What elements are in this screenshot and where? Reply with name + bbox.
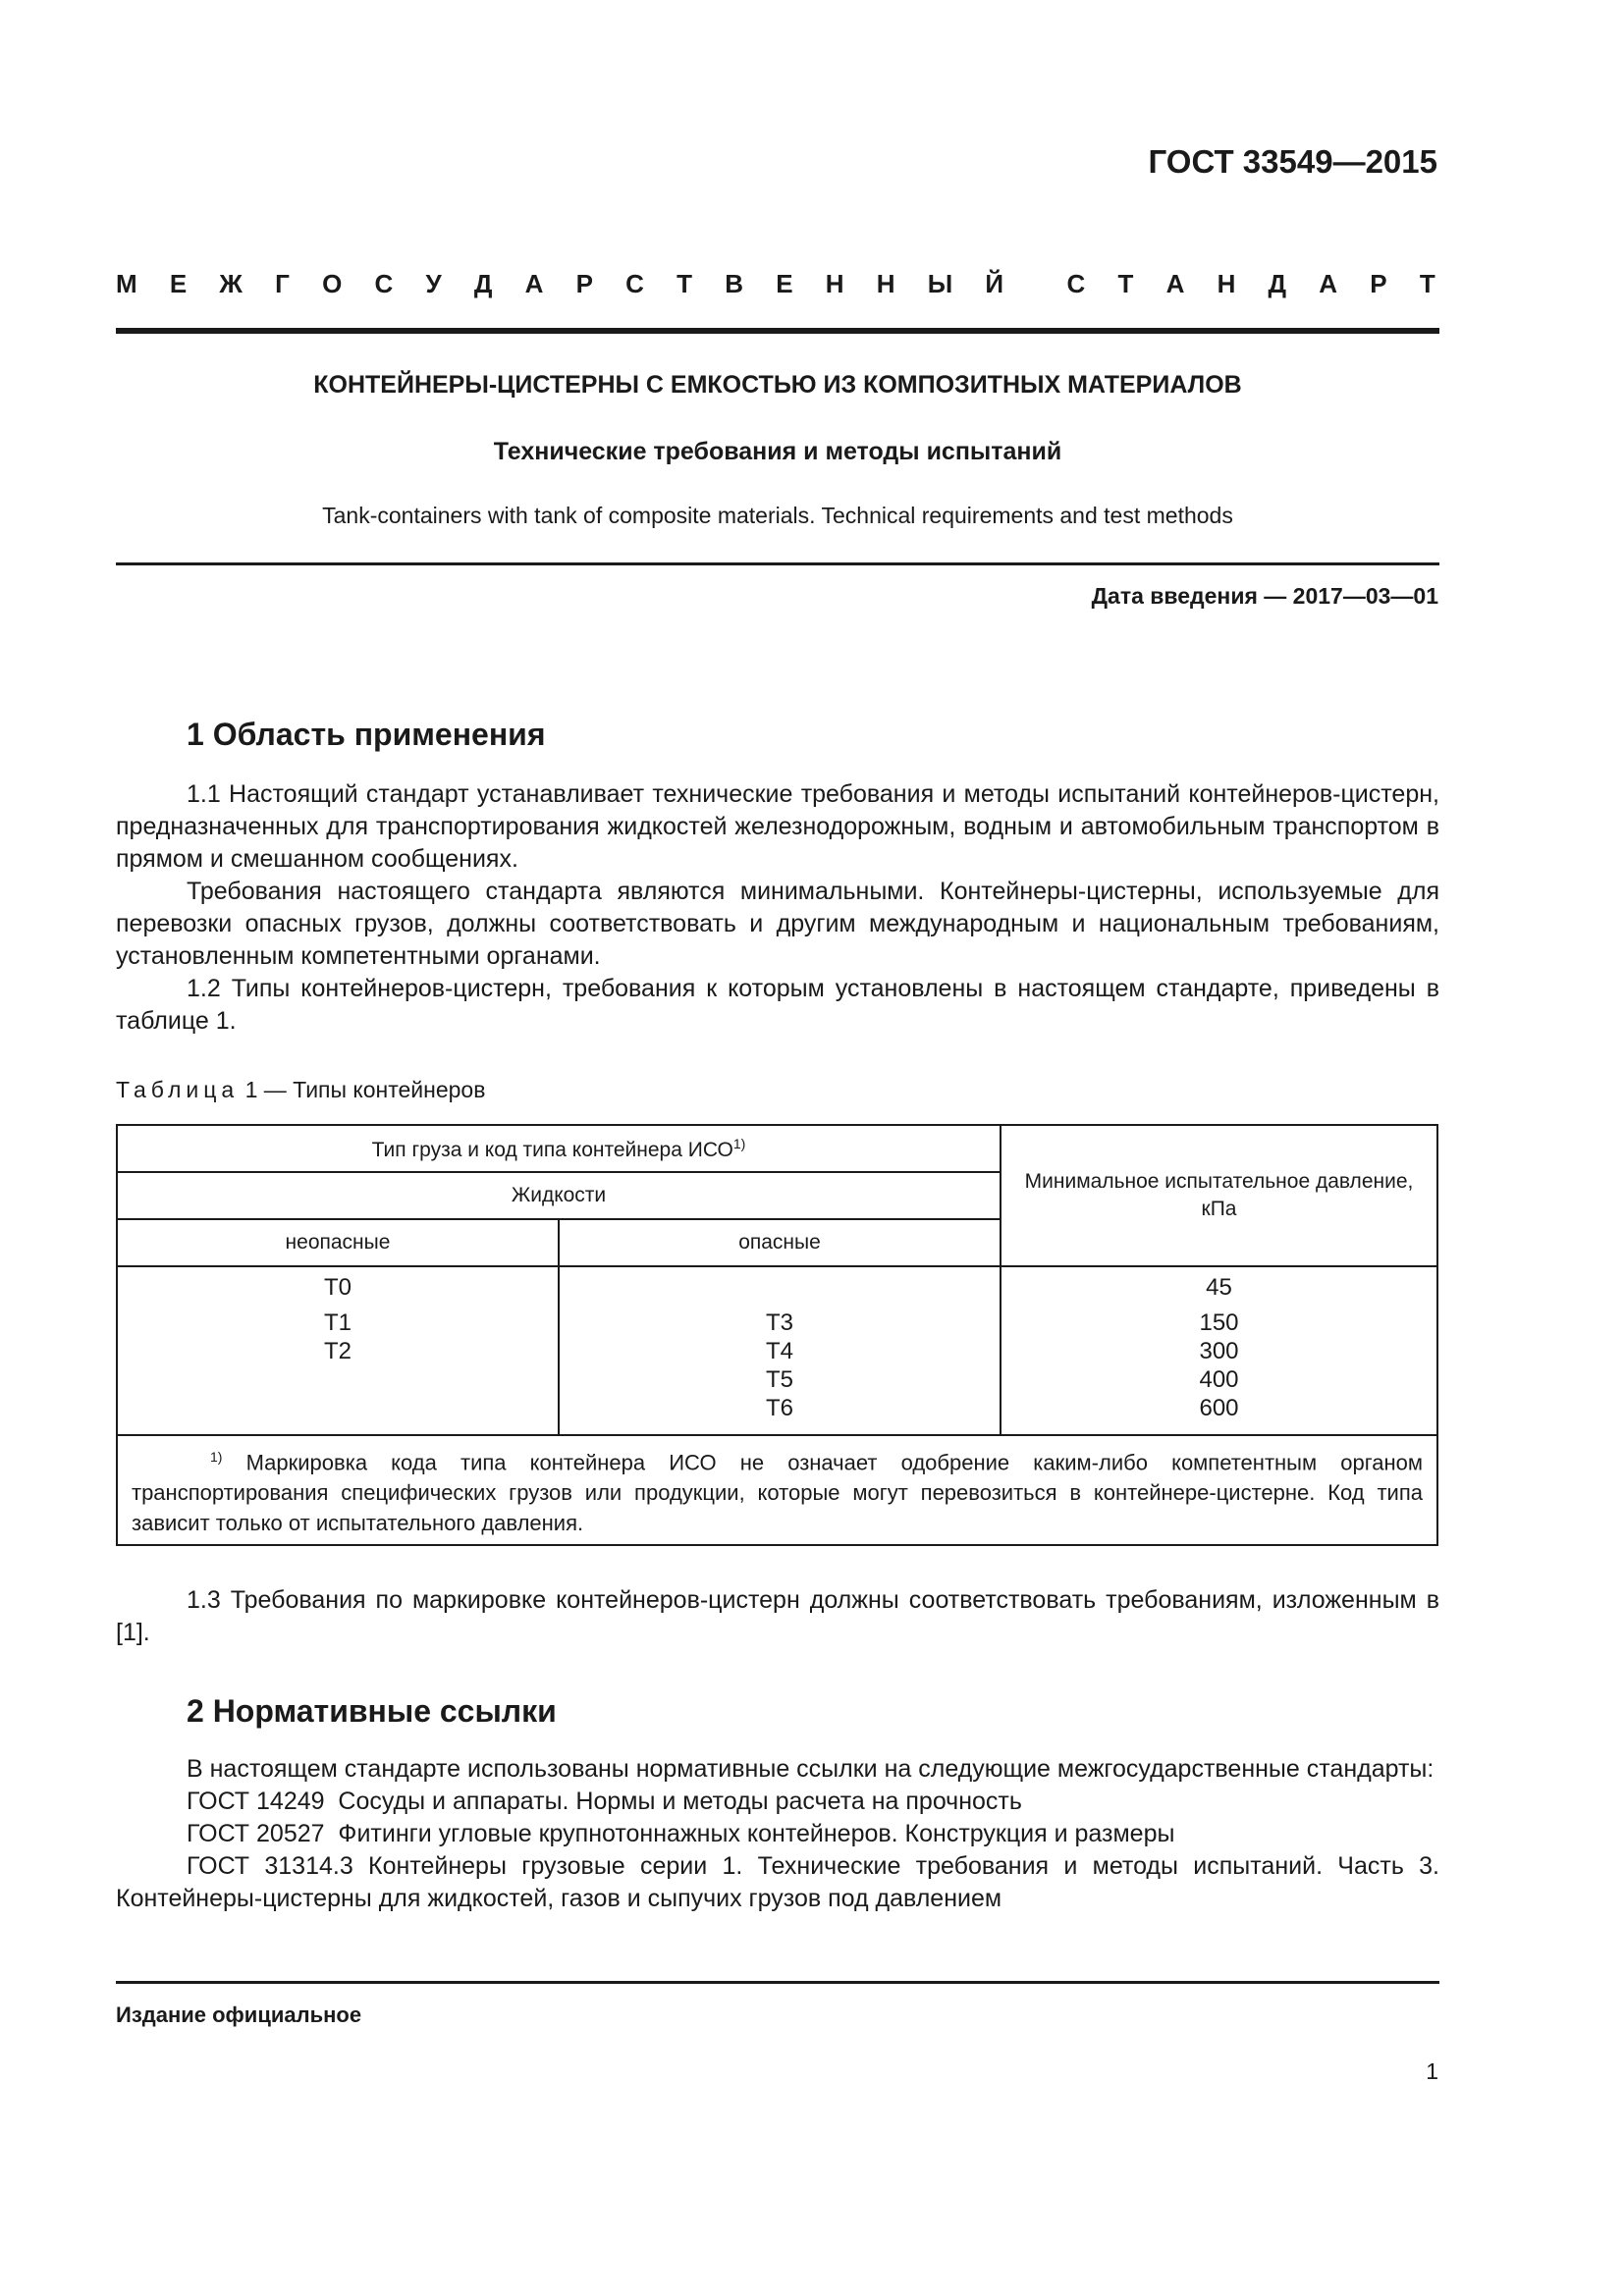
interstate-letter: Д — [473, 269, 495, 298]
interstate-letter: В — [725, 269, 746, 298]
section-1-body — [116, 778, 1439, 1038]
document-title-english: Tank-containers with tank of composite materials. Technical requirements and test methods — [322, 503, 1233, 528]
table-cell: T3 — [765, 1309, 793, 1336]
document-subtitle: Технические требования и методы испытаний — [493, 438, 1062, 465]
table-1-caption — [116, 1077, 485, 1103]
table-1 — [116, 1124, 1438, 1546]
document-title: КОНТЕЙНЕРЫ-ЦИСТЕРНЫ С ЕМКОСТЬЮ ИЗ КОМПОЗИТНЫХ МАТЕРИАЛОВ — [313, 371, 1242, 399]
interstate-letter: Т — [677, 269, 695, 298]
interstate-letter: А — [1319, 269, 1340, 298]
table-cell: 400 — [1199, 1366, 1239, 1393]
header-dangerous: опасные — [559, 1219, 1001, 1266]
reference-gost-14249: ГОСТ 14249 Сосуды и аппараты. Нормы и методы расчета на прочность — [187, 1788, 1022, 1815]
header-nondangerous: неопасные — [117, 1219, 559, 1266]
table-cell: T2 — [323, 1338, 352, 1364]
interstate-letter: О — [322, 269, 345, 298]
paragraph-1-1-cont: Требования настоящего стандарта являются минимальными. Контейнеры-цистерны, используемые для перевозки опасных грузов, должны соответствовать и другим международным и национальным требованиям, установленным компетентными органами. — [116, 878, 1439, 970]
footer-rule — [116, 1981, 1439, 1984]
interstate-letter: Т — [1419, 269, 1437, 298]
table-cell: T1 — [323, 1309, 352, 1336]
table-cell: 300 — [1199, 1338, 1239, 1364]
interstate-letter: Е — [776, 269, 795, 298]
interstate-letter: Т — [1117, 269, 1136, 298]
table-cell: 600 — [1199, 1395, 1239, 1421]
header-cargo-type: Тип груза и код типа контейнера ИСО$^{1)}$ — [117, 1125, 1001, 1172]
column-nondangerous-values — [117, 1266, 559, 1435]
interstate-letter: Е — [169, 269, 189, 298]
table-cell: T5 — [765, 1366, 793, 1393]
header-liquids: Жидкости — [117, 1172, 1001, 1219]
interstate-standard-label — [116, 269, 1437, 299]
section-2-heading: 2 Нормативные ссылки — [187, 1693, 557, 1729]
interstate-letter: Н — [1217, 269, 1238, 298]
table-footnote: $^{1)}$ Маркировка кода типа контейнера ИСО не означает одобрение каким-либо компетентным органом транспортирования специфических грузов или продукции, которые могут перевозиться в контейнере-цистерне. Код типа зависит только от испытательного давления. — [117, 1435, 1437, 1545]
table-caption-word: Таблица — [116, 1077, 240, 1102]
interstate-letter: Д — [1268, 269, 1289, 298]
interstate-letter: А — [524, 269, 546, 298]
table-cell: T6 — [765, 1395, 793, 1421]
interstate-letter: Н — [825, 269, 846, 298]
interstate-letter: Г — [275, 269, 292, 298]
interstate-letter: Ы — [927, 269, 955, 298]
interstate-letter: Н — [876, 269, 897, 298]
table-cell — [126, 1365, 550, 1394]
interstate-letter: М — [116, 269, 139, 298]
table-cell — [568, 1273, 992, 1302]
interstate-letter: С — [1066, 269, 1088, 298]
interstate-letter: Р — [1370, 269, 1389, 298]
table-cell: 45 — [1206, 1274, 1232, 1301]
table-cell — [126, 1394, 550, 1422]
introduction-date: Дата введения — 2017—03—01 — [1091, 583, 1438, 609]
interstate-letter: А — [1165, 269, 1187, 298]
interstate-letter: Й — [985, 269, 1006, 298]
interstate-letter: С — [374, 269, 396, 298]
header-thick-rule — [116, 328, 1439, 334]
standard-number: ГОСТ 33549—2015 — [1148, 143, 1437, 180]
interstate-letter: Ж — [219, 269, 244, 298]
table-caption-text: 1 — Типы контейнеров — [244, 1077, 486, 1102]
interstate-letter: Р — [575, 269, 595, 298]
header-min-test-pressure: Минимальное испытательное давление, кПа — [1001, 1125, 1437, 1266]
paragraph-1-2: 1.2 Типы контейнеров-цистерн, требования к которым установлены в настоящем стандарте, приведены в таблице 1. — [116, 975, 1439, 1035]
title-rule — [116, 562, 1439, 565]
column-dangerous-values — [559, 1266, 1001, 1435]
column-pressure-values — [1001, 1266, 1437, 1435]
paragraph-1-1: 1.1 Настоящий стандарт устанавливает технические требования и методы испытаний контейнеров-цистерн, предназначенных для транспортирования жидкостей железнодорожным, водным и автомобильным транспортом в прямом и смешанном сообщениях. — [116, 780, 1439, 873]
reference-gost-20527: ГОСТ 20527 Фитинги угловые крупнотоннажных контейнеров. Конструкция и размеры — [187, 1820, 1175, 1847]
interstate-letter: С — [625, 269, 646, 298]
reference-gost-31314-3: ГОСТ 31314.3 Контейнеры грузовые серии 1. Технические требования и методы испытаний. Часть 3. Контейнеры-цистерны для жидкостей, газов и сыпучих грузов под давлением — [116, 1852, 1439, 1912]
page-number: 1 — [1426, 2058, 1438, 2084]
interstate-letter: У — [425, 269, 444, 298]
official-edition-label: Издание официальное — [116, 2002, 362, 2027]
table-cell: T0 — [323, 1274, 352, 1301]
paragraph-2-intro: В настоящем стандарте использованы нормативные ссылки на следующие межгосударственные стандарты: — [187, 1755, 1435, 1783]
paragraph-1-3: 1.3 Требования по маркировке контейнеров-цистерн должны соответствовать требованиям, изложенным в [1]. — [116, 1586, 1439, 1646]
table-cell: 150 — [1199, 1309, 1239, 1336]
table-cell: T4 — [765, 1338, 793, 1364]
section-2-body — [116, 1753, 1439, 1915]
section-1-heading: 1 Область применения — [187, 717, 546, 752]
